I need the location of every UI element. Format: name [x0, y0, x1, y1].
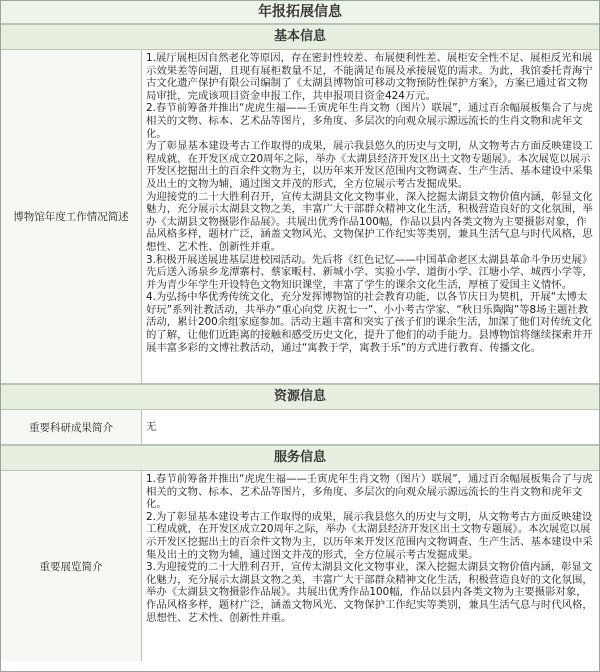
- work-overview-label: 博物馆年度工作情况简述: [1, 50, 142, 383]
- exhibition-content: [142, 471, 599, 661]
- section-basic-info: 基本信息: [1, 24, 599, 50]
- work-overview-content: [142, 50, 599, 383]
- work-paragraph: 1.展厅展柜因自然老化等原因，存在密封性较差、布展便利性差、展柜安全性不足、展柜反光和展示效果差等问题，且现有展柜数量不足，不能满足布展及承接展览的需求。为此，我馆委托青海宁古文化遗产保护有限公司编制了《太湖县博物馆可移动文物预防性保护方案》，方案已通过省文物局审批，完成该项目资金申报工作，共申报项目资金424万元。: [146, 52, 593, 102]
- research-row: [1, 410, 599, 445]
- research-value-text: 无: [146, 420, 157, 433]
- work-paragraph: 3.积极开展送展进基层进校园活动。先后将《红色记忆——中国革命老区太湖县革命斗争历史展》先后送入汤泉乡龙潭寨村、蔡家畈村、新城小学、实验小学、道街小学、江塘小学、城西小学等，并为青少年学生开设特色文物知识课堂，丰富了学生的课余文化生活，厚植了爱国主义情怀。: [146, 253, 593, 291]
- exhibition-label: 重要展览简介: [1, 471, 142, 661]
- exhibition-paragraph: 2.为了彰显基本建设考古工作取得的成果，展示我县悠久的历史与文明，从文物考古方面反映建设工程成就，在开发区成立20周年之际，举办《太湖县经济开发区出土文物专题展》。本次展览以展示开发区挖掘出土的百余件文物为主，以历年来开发区范围内文物调查、生产生活、基本建设中采集及出土的文物为辅，通过图文并茂的形式，全方位展示考古发掘成果。: [146, 510, 593, 561]
- work-paragraph: 2.春节前筹备并推出“虎虎生福——壬寅虎年生肖文物（图片）联展”，通过百余幅展板集合了与虎相关的文物、标本、艺术品等图片，多角度、多层次的向观众展示源远流长的生肖文物和虎年文化。: [146, 102, 593, 140]
- work-paragraph: 4.为弘扬中华优秀传统文化，充分发挥博物馆的社会教育功能，以各节庆日为契机，开展“太博太好玩”系列社教活动，共举办“重心向党 庆祝七一”、小小考古学家、“秋日乐陶陶”等8场主题社教活动，累计200余组家庭参加。活动主题丰富和突实了孩子们的课余生活，加深了他们对传统文化的了解，让他们近距离的接触和感受历史文化，提升了他们的动手能力。县博物馆将继续探索并开展丰富多彩的文博社教活动，通过“寓教于学，寓教于乐”的方式进行教育、传播文化。: [146, 291, 593, 354]
- section-resource-info: 资源信息: [1, 384, 599, 410]
- research-label: 重要科研成果简介: [1, 410, 142, 444]
- work-paragraph: 为迎接党的二十大胜利召开，宣传太湖县文化文物事业，深入挖掘太湖县文物价值内涵，彰显文化魅力，充分展示太湖县文物之美，丰富广大干部群众精神文化生活，积极营造良好的文化氛围，举办《太湖县文物摄影作品展》。共展出优秀作品100幅，作品以县内各类文物为主要摄影对象，作品风格多样，题材广泛，涵盖文物风光、文物保护工作纪实等类别，兼具生活气息与时代风格，思想性、艺术性、创新性并重。: [146, 190, 593, 253]
- work-paragraph: 为了彰显基本建设考古工作取得的成果，展示我县悠久的历史与文明，从文物考古方面反映建设工程成就，在开发区成立20周年之际，举办《太湖县经济开发区出土文物专题展》。本次展览以展示开发区挖掘出土的百余件文物为主，以历年来开发区范围内文物调查、生产生活、基本建设中采集及出土的文物为辅，通过图文并茂的形式，全方位展示考古发掘成果。: [146, 140, 593, 190]
- section-service-info: 服务信息: [1, 445, 599, 471]
- exhibition-paragraph: 1.春节前筹备并推出“虎虎生福——壬寅虎年生肖文物（图片）联展”，通过百余幅展板集合了与虎相关的文物、标本、艺术品等图片，多角度、多层次的向观众展示源远流长的生肖文物和虎年文化。: [146, 473, 593, 511]
- exhibition-row: [1, 471, 599, 661]
- research-value: [142, 410, 599, 444]
- exhibition-paragraph: 3.为迎接党的二十大胜利召开，宣传太湖县文化文物事业，深入挖掘太湖县文物价值内涵，彰显文化魅力，充分展示太湖县文物之美，丰富广大干部群众精神文化生活，积极营造良好的文化氛围，举办《太湖县文物摄影作品展》。共展出优秀作品100幅，作品以县内各类文物为主要摄影对象，作品风格多样，题材广泛，涵盖文物风光、文物保护工作纪实等类别，兼具生活气息与时代风格，思想性、艺术性、创新性并重。: [146, 561, 593, 624]
- work-overview-row: [1, 50, 599, 384]
- page-title: 年报拓展信息: [1, 1, 599, 24]
